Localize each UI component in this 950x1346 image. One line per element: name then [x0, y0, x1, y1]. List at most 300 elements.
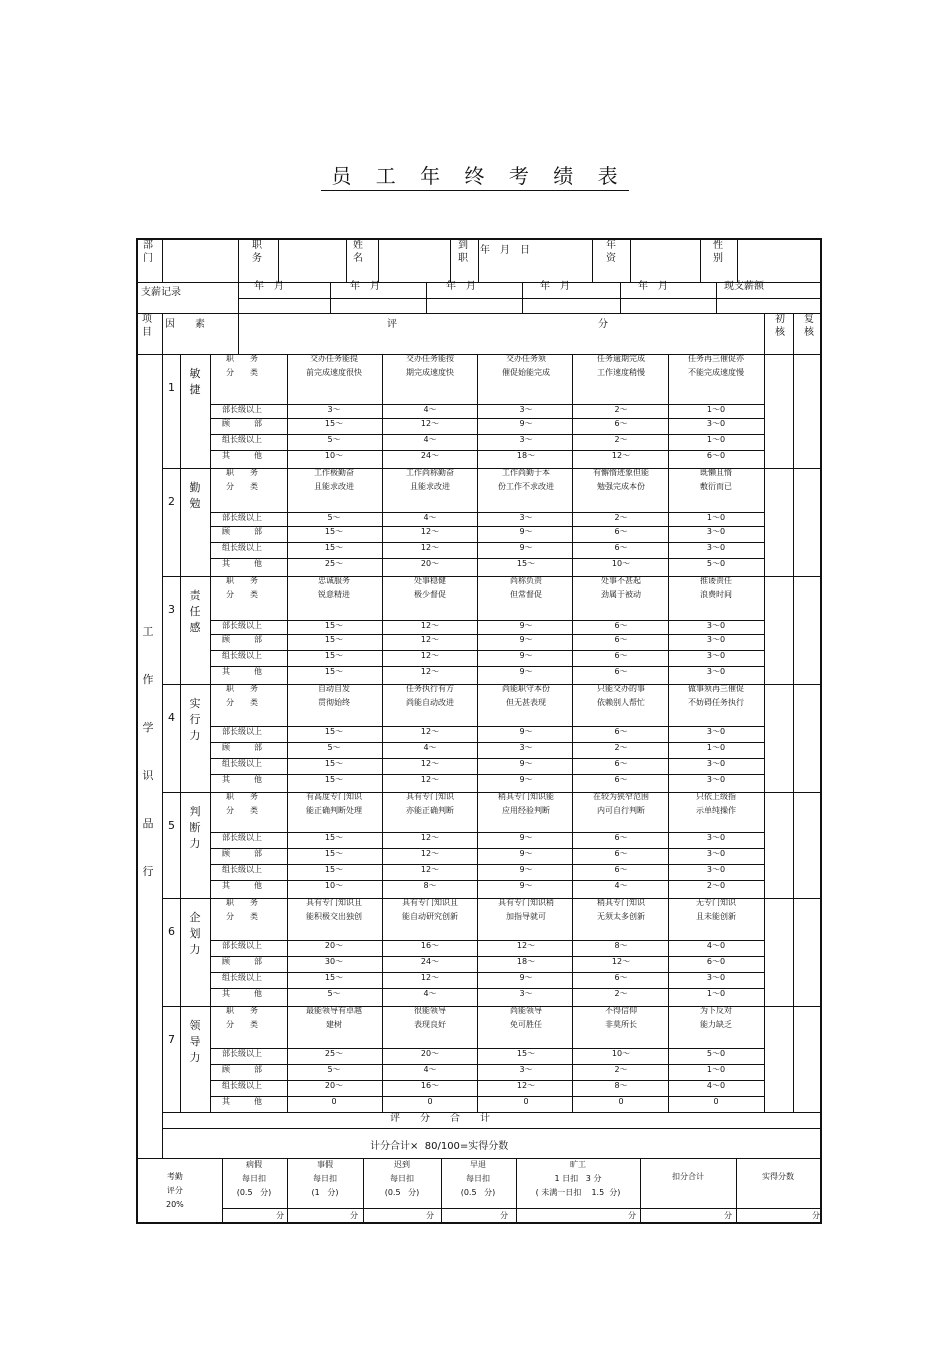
duty-class-label: 职 务 分 类 [226, 1006, 258, 1029]
grade-row-label: 组长级以上 [222, 435, 262, 444]
first-check-field[interactable] [765, 469, 792, 575]
score-cell: 6～ [614, 775, 628, 784]
grid-line [210, 726, 764, 727]
score-cell: 18～ [516, 451, 536, 460]
score-cell: 4～ [423, 405, 437, 414]
score-cell: 12～ [516, 941, 536, 950]
grade-row-label: 顾 部 [222, 635, 262, 644]
score-cell: 2～ [614, 405, 628, 414]
grid-line [478, 240, 479, 282]
grade-row-label: 其 他 [222, 451, 262, 460]
score-cell: 15～ [324, 621, 344, 630]
grid-line [736, 1158, 737, 1224]
grid-line [382, 684, 383, 792]
factor-5-level-4: 在较为狭窄范围 内可自行判断 [593, 792, 649, 815]
grid-line [716, 282, 717, 313]
score-cell: 20～ [420, 1049, 440, 1058]
score-cell: 2～ [614, 743, 628, 752]
grid-line [330, 282, 331, 313]
score-cell: 5～ [327, 743, 341, 752]
grid-line [477, 792, 478, 898]
score-cell: 10～ [324, 881, 344, 890]
dept-field[interactable] [163, 241, 237, 281]
factor-2-name: 勤 勉 [189, 481, 201, 510]
factor-6-level-3: 具有专门知识稍 加指导就可 [498, 898, 554, 921]
grid-line [238, 313, 239, 354]
attendance-unit: 分 [500, 1211, 508, 1220]
score-cell: 3～0 [706, 651, 726, 660]
grid-line [668, 576, 669, 684]
grid-line [210, 1080, 764, 1081]
score-cell: 3～0 [706, 419, 726, 428]
score-cell: 12～ [420, 865, 440, 874]
score-cell: 9～ [519, 775, 533, 784]
grade-row-label: 其 他 [222, 881, 262, 890]
first-check-field[interactable] [765, 1007, 792, 1111]
first-check-field[interactable] [765, 793, 792, 897]
second-check-field[interactable] [794, 577, 820, 683]
grid-line [426, 282, 427, 313]
score-cell: 12～ [420, 621, 440, 630]
score-cell: 4～ [423, 989, 437, 998]
salary-record-label: 支薪记录 [141, 287, 181, 298]
first-check-field[interactable] [765, 685, 792, 791]
grid-line [210, 434, 764, 435]
score-cell: 9～ [519, 759, 533, 768]
score-cell: 6～ [614, 621, 628, 630]
factor-3-level-1: 忠诚服务 锐意精进 [318, 576, 350, 599]
second-check-field[interactable] [794, 355, 820, 467]
score-cell: 1～0 [706, 1065, 726, 1074]
attendance-unit: 分 [350, 1211, 358, 1220]
score-cell: 6～ [614, 759, 628, 768]
score-cell: 3～0 [706, 833, 726, 842]
score-cell: 1～0 [706, 513, 726, 522]
score-cell: 6～ [614, 635, 628, 644]
grid-line [238, 298, 821, 299]
grid-line [450, 240, 451, 282]
factor-2-level-2: 工作尚称勤奋 且能求改进 [406, 468, 454, 491]
first-check-field[interactable] [765, 899, 792, 1005]
position-field[interactable] [279, 241, 345, 281]
factor-5-level-3: 稍具专门知识能 应用经验判断 [498, 792, 554, 815]
score-cell: 3～0 [706, 973, 726, 982]
score-cell: 12～ [611, 957, 631, 966]
score-cell: 3～ [519, 1065, 533, 1074]
factor-6-level-2: 具有专门知识且 能自动研究创新 [402, 898, 458, 921]
score-cell: 3～ [519, 435, 533, 444]
factor-2-level-3: 工作尚勤于本 份工作不求改进 [498, 468, 554, 491]
score-cell: 3～0 [706, 635, 726, 644]
grid-line [572, 898, 573, 1006]
score-label: 评 [387, 319, 397, 330]
score-cell: 5～0 [706, 559, 726, 568]
score-cell: 12～ [516, 1081, 536, 1090]
factor-6-name: 企 划 力 [189, 911, 201, 956]
grid-line [138, 313, 821, 314]
grade-row-label: 顾 部 [222, 743, 262, 752]
grid-line [210, 940, 764, 941]
score-cell: 18～ [516, 957, 536, 966]
score-cell: 3～0 [706, 775, 726, 784]
score-cell: 25～ [324, 559, 344, 568]
score-cell: 8～ [614, 941, 628, 950]
score-cell: 6～0 [706, 451, 726, 460]
grade-row-label: 其 他 [222, 559, 262, 568]
score-cell: 9～ [519, 881, 533, 890]
grade-row-label: 部长级以上 [222, 405, 262, 414]
score-cell: 3～0 [706, 527, 726, 536]
score-cell: 9～ [519, 621, 533, 630]
attendance-item-1: 病假 每日扣 (0.5 分) [236, 1160, 272, 1197]
grid-line [210, 1096, 764, 1097]
score-cell: 15～ [324, 849, 344, 858]
score-cell: 15～ [516, 559, 536, 568]
factor-3-number: 3 [168, 603, 175, 616]
name-label: 姓 名 [353, 240, 363, 264]
factor-1-level-2: 交办任务能按 期完成速度快 [406, 354, 454, 377]
factor-2-level-1: 工作极勤奋 且能求改进 [314, 468, 354, 491]
grade-row-label: 部长级以上 [222, 833, 262, 842]
factor-5-name: 判 断 力 [189, 805, 201, 850]
grade-row-label: 组长级以上 [222, 759, 262, 768]
factor-3-name: 责 任 感 [189, 589, 201, 634]
attendance-item-6: 扣分合计 [672, 1172, 704, 1181]
grid-line [522, 282, 523, 313]
grid-line [210, 742, 764, 743]
attendance-unit: 分 [628, 1211, 636, 1220]
form-title: 员 工 年 终 考 绩 表 [0, 160, 950, 189]
factor-7-level-3: 尚能领导 免可胜任 [510, 1006, 542, 1029]
grade-row-label: 顾 部 [222, 957, 262, 966]
grid-line [793, 313, 794, 354]
grid-line [210, 1048, 764, 1049]
item-label: 项 目 [142, 314, 152, 338]
grid-line [477, 898, 478, 1006]
salary-period-2: 年 月 [350, 281, 380, 292]
grade-row-label: 部长级以上 [222, 513, 262, 522]
score-cell: 3～0 [706, 543, 726, 552]
score-cell: 3～0 [706, 759, 726, 768]
score-cell: 15～ [324, 865, 344, 874]
score-cell: 6～ [614, 865, 628, 874]
grid-line [210, 880, 764, 881]
factor-3-level-2: 处事稳健 极少督促 [414, 576, 446, 599]
salary-period-4: 年 月 [540, 281, 570, 292]
grid-line [210, 650, 764, 651]
grid-line [572, 468, 573, 576]
join-date-field[interactable]: 年 月 日 [480, 245, 530, 256]
grid-line [210, 418, 764, 419]
score-cell: 6～0 [706, 957, 726, 966]
duty-class-label: 职 务 分 类 [226, 792, 258, 815]
grid-line [210, 666, 764, 667]
grid-line [210, 450, 764, 451]
factor-7-level-2: 很能领导 表现良好 [414, 1006, 446, 1029]
attendance-item-3: 迟到 每日扣 (0.5 分) [384, 1160, 420, 1197]
grade-row-label: 组长级以上 [222, 543, 262, 552]
factor-4-level-1: 自动自发 贯彻始终 [318, 684, 350, 707]
factor-2-level-4: 有懈惰迹象但能 勉强完成本份 [593, 468, 649, 491]
score-cell: 10～ [611, 1049, 631, 1058]
grid-line [210, 864, 764, 865]
tenure-field[interactable] [631, 241, 699, 281]
score-cell: 6～ [614, 973, 628, 982]
grid-line [210, 512, 764, 513]
grid-line [572, 792, 573, 898]
score-cell: 1～0 [706, 743, 726, 752]
duty-class-label: 职 务 分 类 [226, 898, 258, 921]
second-check-label: 复 核 [804, 314, 814, 338]
salary-period-1: 年 月 [254, 281, 284, 292]
score-cell: 5～ [327, 989, 341, 998]
score-cell: 9～ [519, 849, 533, 858]
current-salary-label: 现支薪额 [724, 281, 764, 292]
grid-line [210, 832, 764, 833]
score-cell: 20～ [420, 559, 440, 568]
grade-row-label: 顾 部 [222, 419, 262, 428]
grade-row-label: 顾 部 [222, 1065, 262, 1074]
score-cell: 2～0 [706, 881, 726, 890]
score-cell: 9～ [519, 635, 533, 644]
score-cell: 12～ [420, 973, 440, 982]
factor-5-level-5: 只依上级指 示单纯操作 [696, 792, 736, 815]
grade-row-label: 其 他 [222, 667, 262, 676]
factor-7-name: 领 导 力 [189, 1019, 201, 1064]
second-check-field[interactable] [794, 793, 820, 897]
grid-line [162, 313, 163, 354]
gender-field[interactable] [738, 241, 820, 281]
grid-line [210, 558, 764, 559]
grid-line [162, 1128, 821, 1129]
grid-line [477, 576, 478, 684]
score-cell: 15～ [324, 667, 344, 676]
score-cell: 12～ [420, 543, 440, 552]
score-cell: 8～ [614, 1081, 628, 1090]
factor-5-level-1: 有高度专门知识 能正确判断处理 [306, 792, 362, 815]
grid-line [382, 898, 383, 1006]
score-cell: 15～ [324, 833, 344, 842]
score-cell: 6～ [614, 419, 628, 428]
grid-line [210, 972, 764, 973]
grade-row-label: 其 他 [222, 775, 262, 784]
factor-4-number: 4 [168, 711, 175, 724]
grid-line [382, 792, 383, 898]
grid-line [668, 468, 669, 576]
grid-line [477, 468, 478, 576]
factor-3-level-3: 尚称负责 但常督促 [510, 576, 542, 599]
score-cell: 4～ [423, 513, 437, 522]
attendance-item-2: 事假 每日扣 (1 分) [311, 1160, 339, 1197]
grid-line [210, 526, 764, 527]
score-cell: 9～ [519, 973, 533, 982]
grid-line [477, 684, 478, 792]
score-cell: 9～ [519, 833, 533, 842]
score-cell: 3～0 [706, 865, 726, 874]
score-cell: 4～0 [706, 941, 726, 950]
first-check-label: 初 核 [775, 314, 785, 338]
first-check-field[interactable] [765, 577, 792, 683]
grid-line [210, 634, 764, 635]
grid-line [210, 758, 764, 759]
factor-1-number: 1 [168, 381, 175, 394]
grid-line [668, 898, 669, 1006]
score-cell: 6～ [614, 849, 628, 858]
factor-6-level-5: 无专门知识 且未能创新 [696, 898, 736, 921]
second-check-field[interactable] [794, 469, 820, 575]
score-cell: 1～0 [706, 989, 726, 998]
factor-1-name: 敏 捷 [189, 367, 201, 396]
tenure-label: 年 资 [606, 240, 616, 264]
score-cell: 12～ [420, 775, 440, 784]
score-cell: 6～ [614, 527, 628, 536]
score-cell: 2～ [614, 513, 628, 522]
grid-line [210, 956, 764, 957]
score-cell: 12～ [420, 759, 440, 768]
score-cell: 3～0 [706, 727, 726, 736]
factor-4-level-4: 只能交办的事 依赖别人帮忙 [597, 684, 645, 707]
score-cell: 24～ [420, 957, 440, 966]
first-check-field[interactable] [765, 355, 792, 467]
score-cell: 3～ [519, 405, 533, 414]
score-cell: 25～ [324, 1049, 344, 1058]
score-cell: 4～0 [706, 1081, 726, 1090]
salary-period-3: 年 月 [446, 281, 476, 292]
score-cell: 0 [618, 1097, 624, 1106]
factor-1-level-5: 任务再三催促亦 不能完成速度慢 [688, 354, 744, 377]
grid-line [764, 313, 765, 354]
score-cell: 3～ [519, 513, 533, 522]
score-cell: 12～ [420, 651, 440, 660]
second-check-field[interactable] [794, 899, 820, 1005]
grade-row-label: 顾 部 [222, 849, 262, 858]
grade-row-label: 组长级以上 [222, 973, 262, 982]
factor-6-number: 6 [168, 925, 175, 938]
grid-line [210, 774, 764, 775]
score-cell: 6～ [614, 667, 628, 676]
dept-label: 部 门 [143, 240, 153, 264]
score-cell: 6～ [614, 727, 628, 736]
duty-class-label: 职 务 分 类 [226, 354, 258, 377]
score-cell: 4～ [423, 435, 437, 444]
score-cell: 12～ [420, 527, 440, 536]
factor-3-level-4: 处事不甚起 劲属于被动 [601, 576, 641, 599]
score-cell: 10～ [324, 451, 344, 460]
duty-class-label: 职 务 分 类 [226, 468, 258, 491]
score-cell: 3～0 [706, 667, 726, 676]
score-cell: 9～ [519, 543, 533, 552]
grid-line [382, 468, 383, 576]
factor-7-number: 7 [168, 1033, 175, 1046]
grade-row-label: 组长级以上 [222, 865, 262, 874]
grid-line [620, 282, 621, 313]
score-cell: 2～ [614, 1065, 628, 1074]
factor-3-level-5: 推诿责任 浪费时间 [700, 576, 732, 599]
score-cell: 15～ [324, 759, 344, 768]
category-label: 工 作 学 识 品 行 [142, 625, 154, 878]
score-cell: 6～ [614, 543, 628, 552]
salary-period-5: 年 月 [638, 281, 668, 292]
score-cell: 16～ [420, 941, 440, 950]
attendance-unit: 分 [812, 1211, 820, 1220]
gender-label: 性 别 [713, 240, 723, 264]
score-cell: 9～ [519, 667, 533, 676]
score-cell: 2～ [614, 435, 628, 444]
score-cell: 3～0 [706, 849, 726, 858]
factor-1-level-3: 交办任务须 催促始能完成 [502, 354, 550, 377]
grid-line [162, 354, 163, 1158]
grid-line [572, 684, 573, 792]
grade-row-label: 其 他 [222, 989, 262, 998]
score-cell: 6～ [614, 833, 628, 842]
factor-7-level-1: 最能领导有卓越 建树 [306, 1006, 362, 1029]
score-cell: 12～ [420, 667, 440, 676]
factor-6-level-4: 稍具专门知识 无须太多创新 [597, 898, 645, 921]
score-cell: 15～ [324, 635, 344, 644]
score-cell: 3～ [519, 743, 533, 752]
attendance-item-5: 旷工 1 日扣 3 分 ( 未满一日扣 1.5 分) [535, 1160, 621, 1197]
score-cell: 15～ [516, 1049, 536, 1058]
score-cell: 4～ [423, 1065, 437, 1074]
attendance-unit: 分 [276, 1211, 284, 1220]
factor-label: 因 素 [165, 319, 205, 330]
score-cell: 12～ [611, 451, 631, 460]
name-field[interactable] [379, 241, 449, 281]
grid-line [572, 576, 573, 684]
score-cell: 5～ [327, 1065, 341, 1074]
attendance-item-4: 早退 每日扣 (0.5 分) [460, 1160, 496, 1197]
factor-2-level-5: 既懒且惰 敷衍而已 [700, 468, 732, 491]
score-cell: 3～ [519, 989, 533, 998]
grid-line [238, 240, 239, 282]
grid-line [700, 240, 701, 282]
score-cell: 15～ [324, 651, 344, 660]
score-cell: 12～ [420, 833, 440, 842]
score-cell: 0 [331, 1097, 337, 1106]
factor-4-name: 实 行 力 [189, 697, 201, 742]
grade-row-label: 组长级以上 [222, 1081, 262, 1090]
score-cell: 15～ [324, 727, 344, 736]
score-cell: 3～0 [706, 621, 726, 630]
score-cell: 2～ [614, 989, 628, 998]
second-check-field[interactable] [794, 1007, 820, 1111]
duty-class-label: 职 务 分 类 [226, 684, 258, 707]
grid-line [210, 1064, 764, 1065]
grade-row-label: 部长级以上 [222, 1049, 262, 1058]
grade-row-label: 顾 部 [222, 527, 262, 536]
score-cell: 9～ [519, 727, 533, 736]
grid-line [210, 404, 764, 405]
score-cell: 15～ [324, 543, 344, 552]
second-check-field[interactable] [794, 685, 820, 791]
score-cell: 15～ [324, 973, 344, 982]
grade-row-label: 其 他 [222, 1097, 262, 1106]
grid-line [210, 620, 764, 621]
score-cell: 1～0 [706, 435, 726, 444]
score-cell: 15～ [324, 527, 344, 536]
score-cell: 0 [427, 1097, 433, 1106]
score-cell: 6～ [614, 651, 628, 660]
score-cell: 5～ [327, 435, 341, 444]
score-label: 分 [598, 319, 608, 330]
score-cell: 4～ [423, 743, 437, 752]
grid-line [210, 988, 764, 989]
score-cell: 12～ [420, 419, 440, 428]
score-cell: 12～ [420, 635, 440, 644]
appraisal-table [136, 238, 822, 1224]
factor-4-level-3: 尚能职守本份 但无甚表现 [502, 684, 550, 707]
grid-line [210, 848, 764, 849]
